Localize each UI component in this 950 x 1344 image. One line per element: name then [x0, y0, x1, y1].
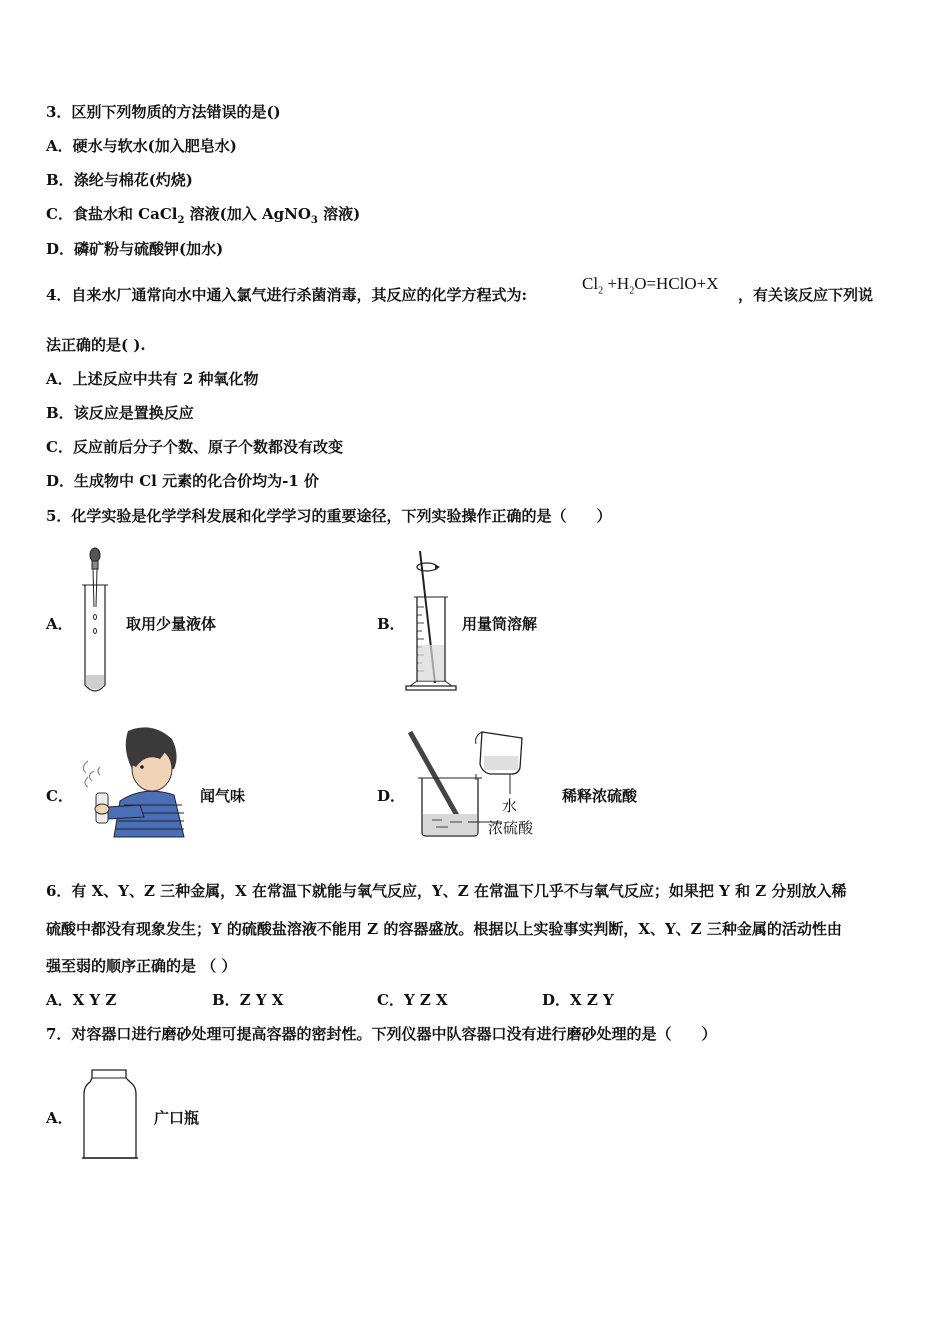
q3-option-b[interactable] — [46, 170, 193, 190]
q3-option-c[interactable] — [46, 204, 360, 231]
option-text: 磷矿粉与硫酸钾(加水) — [74, 240, 224, 258]
q5-option-c-caption: 闻气味 — [200, 787, 246, 805]
option-text-post: 溶液) — [317, 205, 361, 223]
option-letter: C． — [46, 205, 73, 223]
q6-option-c[interactable] — [377, 990, 448, 1010]
q5-option-c-letter[interactable]: C． — [46, 787, 73, 805]
option-text: 该反应是置换反应 — [73, 404, 194, 422]
q4-stem-part2: ，有关该反应下列说 — [738, 286, 874, 304]
q4-option-b[interactable] — [46, 403, 194, 423]
graduated-cylinder-illustration — [400, 545, 460, 695]
q4-option-c[interactable] — [46, 437, 343, 457]
option-text: 硬水与软水(加入肥皂水) — [72, 137, 237, 155]
q4-equation — [582, 274, 719, 296]
option-letter: A． — [46, 370, 73, 388]
q5-option-d-letter[interactable]: D． — [377, 787, 406, 805]
q7-option-a-caption: 广口瓶 — [154, 1109, 200, 1127]
eq-sub: 2 — [598, 285, 604, 297]
option-text: 生成物中 Cl 元素的化合价均为-1 价 — [74, 472, 319, 490]
q3-stem: 3．区别下列物质的方法错误的是() — [46, 103, 281, 121]
option-letter: B． — [46, 404, 74, 422]
option-letter: D． — [46, 240, 75, 258]
q5-option-b-letter[interactable]: B． — [377, 615, 405, 633]
q3-option-d[interactable] — [46, 239, 223, 259]
label-concentrated-acid: 浓硫酸 — [488, 819, 534, 837]
subscript: 2 — [177, 215, 185, 226]
option-letter: C． — [377, 991, 404, 1009]
option-letter: A． — [46, 137, 73, 155]
label-water: 水 — [502, 797, 518, 815]
q6-option-d[interactable] — [542, 990, 614, 1010]
q5-option-b-caption: 用量筒溶解 — [462, 615, 538, 633]
q6-stem-line2: 硫酸中都没有现象发生；Y 的硫酸盐溶液不能用 Z 的容器盛放。根据以上实验事实判断，X、Y、Z 三种金属的活动性由 — [46, 920, 842, 938]
option-text: X Y Z — [72, 991, 117, 1009]
eq-part: +H — [603, 274, 630, 293]
q3-option-a[interactable] — [46, 136, 237, 156]
dropper-testtube-illustration — [76, 545, 116, 700]
option-text: 涤纶与棉花(灼烧) — [73, 171, 193, 189]
eq-part: O=HClO+X — [634, 274, 719, 293]
option-letter: B． — [46, 171, 74, 189]
q4-option-a[interactable] — [46, 369, 259, 389]
q4-stem-cont: 法正确的是( ). — [46, 336, 146, 354]
q5-option-a-letter[interactable]: A． — [46, 615, 73, 633]
option-letter: B． — [212, 991, 240, 1009]
wide-mouth-bottle-illustration — [80, 1064, 140, 1164]
eq-part: Cl — [582, 274, 599, 293]
q6-stem-line1: 6．有 X、Y、Z 三种金属，X 在常温下就能与氧气反应，Y、Z 在常温下几乎不与氧气反应；如果把 Y 和 Z 分别放入稀 — [46, 882, 847, 900]
q5-stem: 5．化学实验是化学学科发展和化学学习的重要途径，下列实验操作正确的是（ ） — [46, 507, 612, 525]
option-text-mid: 溶液(加入 AgNO — [184, 205, 311, 223]
q6-option-a[interactable] — [46, 990, 116, 1010]
q5-option-a-caption: 取用少量液体 — [126, 615, 217, 633]
option-letter: D． — [46, 472, 75, 490]
q5-option-d-caption: 稀释浓硫酸 — [562, 787, 638, 805]
q7-option-a-letter[interactable]: A． — [46, 1109, 73, 1127]
option-text-pre: 食盐水和 CaCl — [72, 205, 178, 223]
option-letter: D． — [542, 991, 571, 1009]
subscript: 3 — [310, 215, 318, 226]
eq-sub: 2 — [629, 285, 635, 297]
option-text: 上述反应中共有 2 种氧化物 — [72, 370, 259, 388]
option-text: 反应前后分子个数、原子个数都没有改变 — [72, 438, 343, 456]
q6-option-b[interactable] — [212, 990, 283, 1010]
option-letter: A． — [46, 991, 73, 1009]
boy-smelling-illustration — [74, 725, 189, 840]
q4-stem-part1: 4．自来水厂通常向水中通入氯气进行杀菌消毒，其反应的化学方程式为: — [46, 286, 527, 304]
q4-option-d[interactable] — [46, 471, 319, 491]
option-letter: C． — [46, 438, 73, 456]
option-text: X Z Y — [570, 991, 614, 1009]
option-text: Y Z X — [403, 991, 448, 1009]
option-text: Z Y X — [239, 991, 284, 1009]
q7-stem: 7．对容器口进行磨砂处理可提高容器的密封性。下列仪器中队容器口没有进行磨砂处理的是（ ） — [46, 1025, 717, 1043]
q6-stem-line3: 强至弱的顺序正确的是 （ ） — [46, 957, 237, 975]
